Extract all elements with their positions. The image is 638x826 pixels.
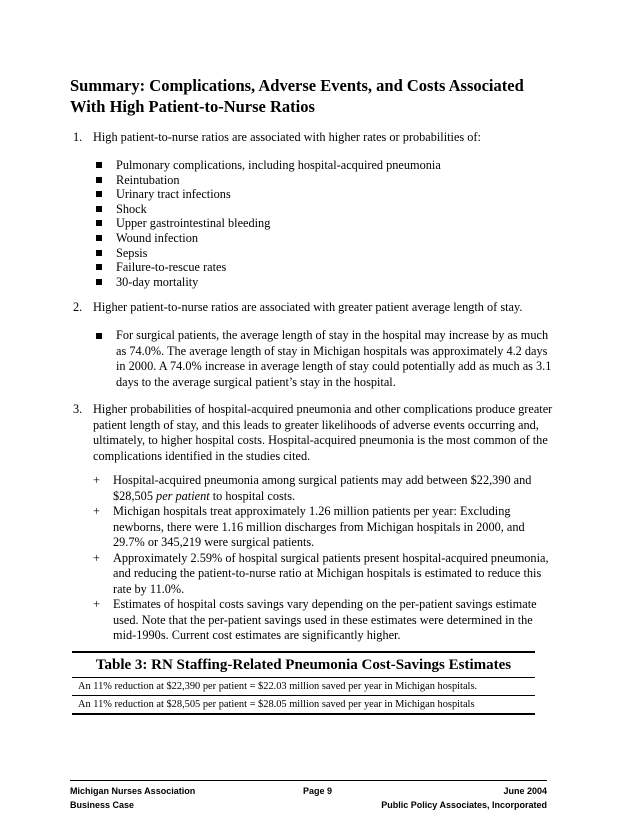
table-title: Table 3: RN Staffing-Related Pneumonia Cost-Savings Estimates [72, 651, 535, 678]
list-item: Urinary tract infections [94, 187, 441, 202]
square-bullet-icon [96, 264, 102, 270]
section-3-list [93, 473, 549, 644]
cost-savings-table [72, 651, 535, 715]
section-1-intro [73, 130, 481, 146]
square-bullet-icon [96, 250, 102, 256]
square-bullet-icon [96, 191, 102, 197]
footer-org: Michigan Nurses Association [70, 786, 196, 796]
section-2-intro [73, 300, 522, 316]
list-item: Upper gastrointestinal bleeding [94, 216, 441, 231]
table-row: An 11% reduction at $22,390 per patient = $22.03 million saved per year in Michigan hospitals. [72, 678, 535, 696]
footer-page-number: Page 9 [303, 786, 333, 796]
list-item: Shock [94, 202, 441, 217]
footer-doc-type: Business Case [70, 800, 135, 810]
footer-divider [70, 780, 547, 781]
list-item: Pulmonary complications, including hospital-acquired pneumonia [94, 158, 441, 173]
plus-bullet-icon: + [93, 597, 100, 611]
list-item: + Michigan hospitals treat approximately 1.26 million patients per year: Excluding newborns, there were 1.16 million discharges from Michigan hospitals in 2000, and 29.7% or 345,219 were surgical patients. [93, 504, 525, 549]
list-item: Failure-to-rescue rates [94, 260, 441, 275]
square-bullet-icon [96, 333, 102, 339]
list-item: Sepsis [94, 246, 441, 261]
square-bullet-icon [96, 220, 102, 226]
section-2-text: Higher patient-to-nurse ratios are associated with greater patient average length of stay. [93, 300, 523, 314]
square-bullet-icon [96, 235, 102, 241]
square-bullet-icon [96, 206, 102, 212]
page-title [70, 75, 570, 117]
square-bullet-icon [96, 162, 102, 168]
list-item: + Estimates of hospital costs savings vary depending on the per-patient savings estimate used. Note that the per-patient savings used in these estimates were determined in the mid-1990s. Current cost estimates are significantly higher. [93, 597, 537, 642]
section-2-number: 2. [73, 300, 83, 314]
plus-bullet-icon: + [93, 473, 100, 487]
section-3-number: 3. [73, 402, 83, 416]
plus-bullet-icon: + [93, 550, 100, 565]
list-item: + Hospital-acquired pneumonia among surgical patients may add between $22,390 and $28,505 per patient to hospital costs. [93, 473, 532, 503]
list-item: 30-day mortality [94, 275, 441, 290]
square-bullet-icon [96, 279, 102, 285]
section-1-text: High patient-to-nurse ratios are associated with higher rates or probabilities of: [93, 130, 481, 144]
footer-date: June 2004 [503, 786, 547, 796]
section-1-number: 1. [73, 130, 83, 144]
list-item: + Approximately 2.59% of hospital surgical patients present hospital-acquired pneumonia, and reducing the patient-to-nurse ratio at Michigan hospitals is estimated to reduce this rate by 11.0%. [93, 550, 549, 596]
section-1-list [94, 158, 441, 289]
plus-bullet-icon: + [93, 504, 100, 518]
section-3-intro: 3. Higher probabilities of hospital-acquired pneumonia and other complications produce greater patient length of stay, and this leads to greater likelihoods of adverse events occurring and, ultimately, to higher hospital costs. Hospital-acquired pneumonia is the most common of the complications identified in the studies cited. [73, 402, 553, 463]
list-item: Wound infection [94, 231, 441, 246]
footer-author: Public Policy Associates, Incorporated [381, 800, 547, 810]
list-item: Reintubation [94, 173, 441, 188]
title-line-1: Summary: Complications, Adverse Events, and Costs Associated [70, 76, 524, 95]
table-row: An 11% reduction at $28,505 per patient = $28.05 million saved per year in Michigan hospitals [72, 696, 535, 715]
square-bullet-icon [96, 177, 102, 183]
section-2-bullet: For surgical patients, the average length of stay in the hospital may increase by as much as 74.0%. The average length of stay in Michigan hospitals was approximately 4.2 days in 2000. A 74.0% increase in average length of stay could potentially add as much as 3.1 days to the average surgical patient’s stay in the hospital. [94, 328, 551, 390]
title-line-2: With High Patient-to-Nurse Ratios [70, 97, 315, 116]
